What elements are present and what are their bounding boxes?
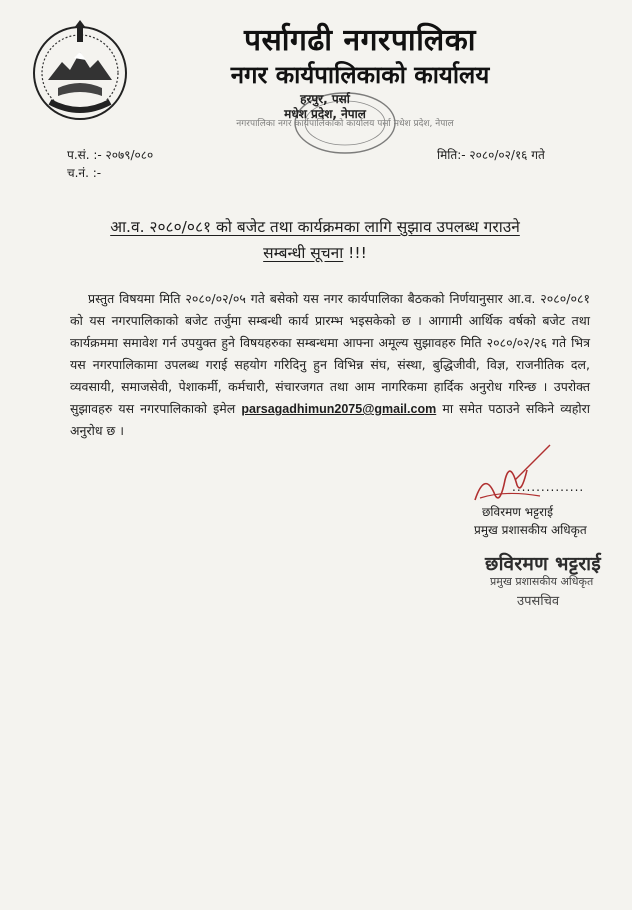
body-text-end: मा समेत पठाउने सकिने व्यहोरा अनुरोध छ । (70, 401, 590, 438)
reference-block (67, 146, 153, 182)
letter-number: प.सं. :- २०७९/०८० (67, 148, 154, 162)
letter-date: मिति:- २०८०/०२/१६ गते (437, 148, 545, 162)
office-title: पर्सागढी नगरपालिका (243, 23, 477, 58)
address-line: मधेश प्रदेश, नेपाल (284, 107, 366, 121)
body-text: प्रस्तुत विषयमा मिति २०८०/०२/०५ गते बसेको यस नगर कार्यपालिका बैठकको निर्णयानुसार आ.व. २०८०/०८१ को यस नगरपालिकाको बजेट तर्जुमा सम्बन्धी कार्य प्रारम्भ भइसकेको छ । आगामी आर्थिक वर्षको बजेट तथा कार्यक्रममा समावेश गर्न उपयुक्त हुने विषयहरुका सम्बन्धमा आफ्ना अमूल्य सुझावहरु मिति २०८०/०२/२६ गते भित्र यस नगरपालिकामा उपलब्ध गराई सहयोग गरिदिनु हुन विभिन्न संघ, संस्था, बुद्धिजीवी, विज्ञ, राजनीतिक दल, व्यवसायी, समाजसेवी, पेशाकर्मी, कर्मचारी, संचारजगत तथा आम नागरिकमा हार्दिक अनुरोध गरिन्छ । उपरोक्त सुझावहरु यस नगरपालिकाको इमेल (70, 291, 590, 416)
subject-line-2: सम्बन्धी सूचना (263, 244, 344, 262)
subject-exclamation: !!! (343, 244, 367, 262)
signature-line: ............... (512, 480, 585, 494)
subject-line-1: आ.व. २०८०/०८१ को बजेट तथा कार्यक्रमका लागि सुझाव उपलब्ध गराउने (110, 218, 520, 236)
stamp-title: प्रमुख प्रशासकीय अधिकृत (490, 575, 594, 588)
subject (60, 214, 570, 266)
notice-body (70, 288, 590, 442)
body-paragraph (70, 288, 590, 442)
stamp-role: उपसचिव (517, 594, 560, 609)
dispatch-number: च.नं. :- (67, 166, 102, 180)
stamp-name: छविरमण भट्टराई (485, 553, 601, 575)
signatory-name: छविरमण भट्टराई (482, 505, 553, 519)
email-link[interactable]: parsagadhimun2075@gmail.com (241, 402, 437, 416)
signatory-title: प्रमुख प्रशासकीय अधिकृत (474, 523, 587, 537)
office-subtitle: नगर कार्यपालिकाको कार्यालय (230, 61, 490, 89)
address-line: हरपुर, पर्सा (300, 92, 350, 106)
office-address (250, 92, 400, 122)
seal-text: नगरपालिका नगर कार्यपालिकाको कार्यालय पर्सा मधेश प्रदेश, नेपाल (236, 119, 454, 129)
nepal-emblem-icon (30, 18, 130, 128)
